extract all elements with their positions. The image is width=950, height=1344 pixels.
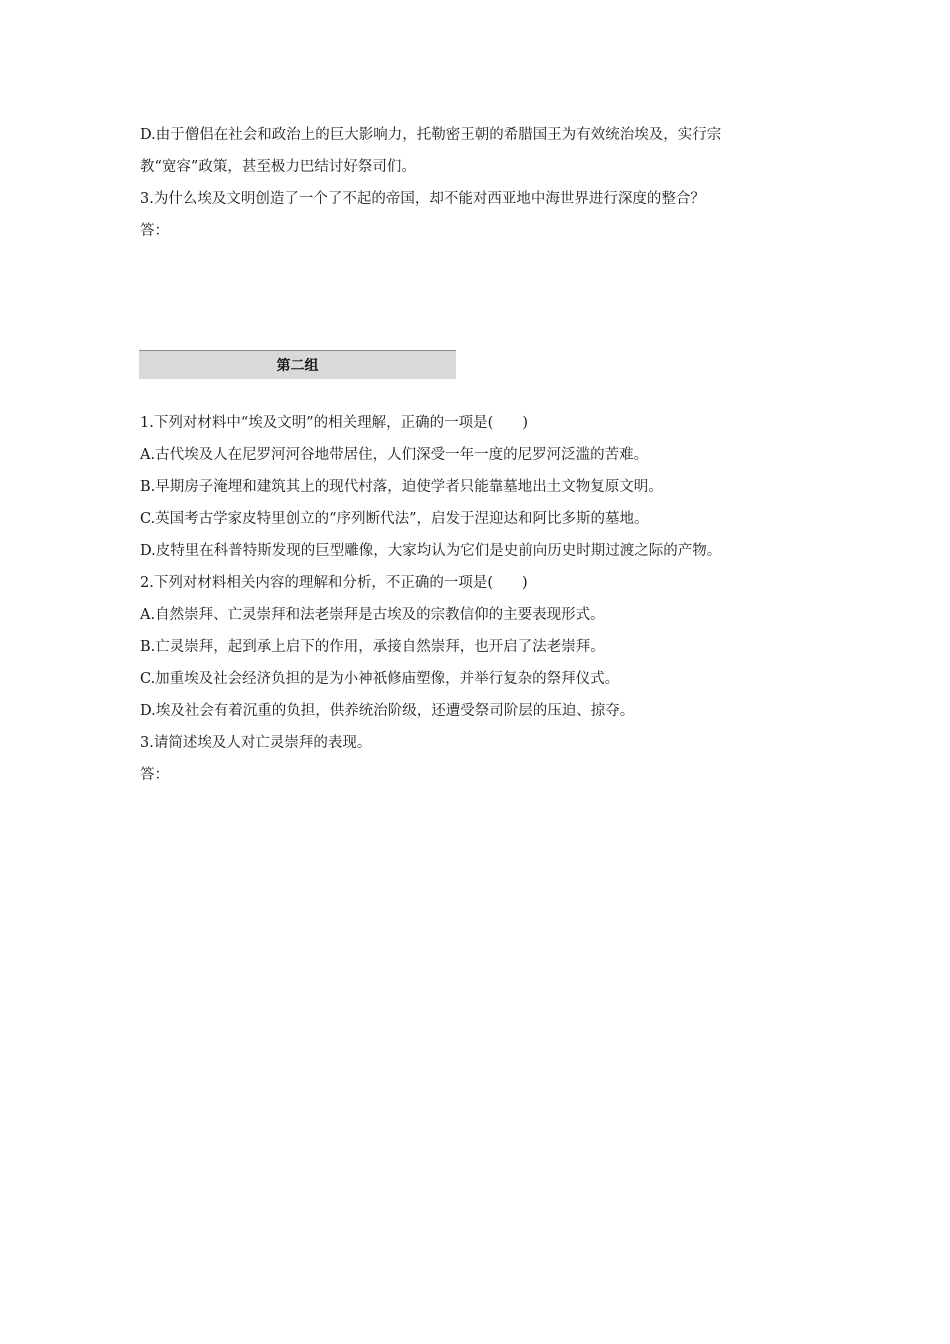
group2-q1-option-d: D.皮特里在科普特斯发现的巨型雕像，大家均认为它们是史前向历史时期过渡之际的产物。 <box>140 543 722 559</box>
group1-option-d-line1: D.由于僧侣在社会和政治上的巨大影响力，托勒密王朝的希腊国王为有效统治埃及，实行宗 <box>140 127 722 143</box>
group2-section-header <box>139 350 456 379</box>
group1-option-d-line2: 教“宽容”政策，甚至极力巴结讨好祭司们。 <box>140 159 416 175</box>
group2-answer-label: 答： <box>140 767 169 783</box>
group2-question-2: 2.下列对材料相关内容的理解和分析，不正确的一项是( ) <box>140 575 528 591</box>
group2-q1-option-c: C.英国考古学家皮特里创立的“序列断代法”，启发于涅迎达和阿比多斯的墓地。 <box>140 511 649 527</box>
group2-q2-option-a: A.自然崇拜、亡灵崇拜和法老崇拜是古埃及的宗教信仰的主要表现形式。 <box>140 607 605 623</box>
group2-q1-option-a: A.古代埃及人在尼罗河河谷地带居住，人们深受一年一度的尼罗河泛滥的苦难。 <box>140 447 649 463</box>
group2-q2-option-b: B.亡灵崇拜，起到承上启下的作用，承接自然崇拜，也开启了法老崇拜。 <box>140 639 605 655</box>
group2-question-3: 3.请简述埃及人对亡灵崇拜的表现。 <box>140 735 372 751</box>
group2-question-1: 1.下列对材料中“埃及文明”的相关理解，正确的一项是( ) <box>140 415 528 431</box>
group1-question-3: 3.为什么埃及文明创造了一个了不起的帝国，却不能对西亚地中海世界进行深度的整合？ <box>140 191 705 207</box>
group2-q1-option-b: B.早期房子淹埋和建筑其上的现代村落，迫使学者只能靠墓地出土文物复原文明。 <box>140 479 663 495</box>
group1-answer-label: 答： <box>140 223 169 239</box>
group2-q2-option-d: D.埃及社会有着沉重的负担，供养统治阶级，还遭受祭司阶层的压迫、掠夺。 <box>140 703 635 719</box>
group2-q2-option-c: C.加重埃及社会经济负担的是为小神祇修庙塑像，并举行复杂的祭拜仪式。 <box>140 671 620 687</box>
group2-header-title: 第二组 <box>276 358 319 374</box>
